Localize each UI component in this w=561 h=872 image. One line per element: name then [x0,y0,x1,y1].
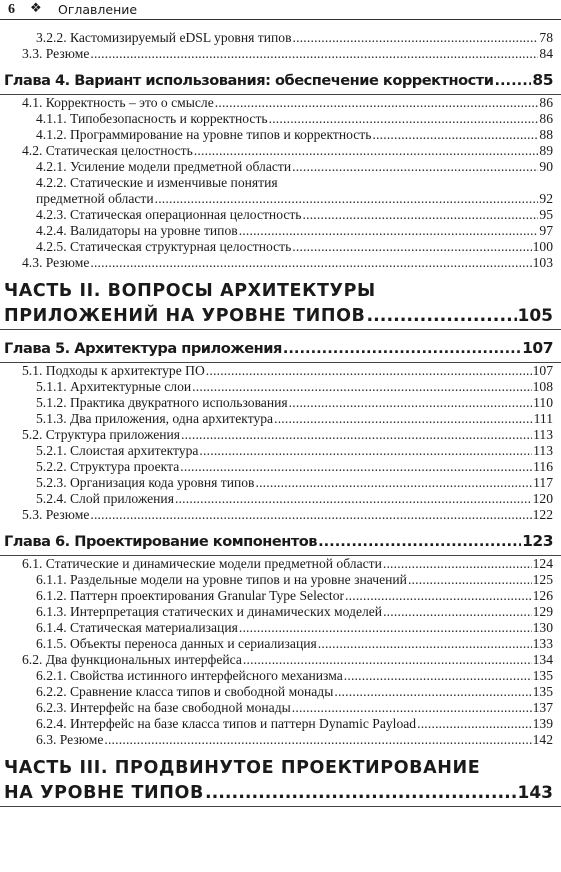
toc-entry[interactable] [0,668,561,684]
dot-leader [274,411,533,427]
toc-entry-label: 6.1.1. Раздельные модели на уровне типов и на уровне значений [36,572,407,587]
page-ref: 126 [532,588,553,603]
dot-leader [215,95,539,111]
dot-leader [292,159,538,175]
page-ref: 78 [539,30,553,45]
dot-leader [206,363,532,379]
page-ref: 86 [539,111,553,126]
toc-entry-label: 4.1. Корректность – это о смысле [22,95,214,110]
toc-entry-label: 6.2. Два функциональных интерфейса [22,652,242,667]
toc-part-line1-label: ЧАСТЬ III. ПРОДВИНУТОЕ ПРОЕКТИРОВАНИЕ [4,758,481,778]
page-ref: 92 [539,191,553,206]
page-ref: 134 [532,652,553,667]
ornament-icon: ❖ [30,1,42,16]
dot-leader [90,255,531,271]
page-ref: 117 [533,475,553,490]
dot-leader [104,732,531,748]
toc-entry[interactable] [0,239,561,255]
dot-leader [90,46,538,62]
toc-chapter[interactable] [0,334,561,362]
toc-entry-label: 5.2.3. Организация кода уровня типов [36,475,255,490]
toc-entry[interactable] [0,363,561,379]
dot-leader [408,572,532,588]
toc-entry[interactable] [0,732,561,748]
dot-leader [90,507,531,523]
toc-part[interactable] [0,781,561,806]
toc-entry-label: 6.1. Статические и динамические модели предметной области [22,556,382,571]
dot-leader [318,528,521,556]
toc-entry-label: 5.1.2. Практика двукратного использования [36,395,288,410]
toc-entry[interactable] [0,223,561,239]
dot-leader [417,716,532,732]
toc-entry-label: 5.1.3. Два приложения, одна архитектура [36,411,274,426]
toc-entry-label: 5.2.4. Слой приложения [36,491,174,506]
page-ref: 124 [532,556,553,571]
page-ref: 97 [539,223,553,238]
dot-leader [345,588,532,604]
page-ref: 113 [533,427,553,442]
page-ref: 123 [522,532,553,550]
toc-entry-label: 6.2.1. Свойства истинного интерфейсного механизма [36,668,343,683]
toc-chapter[interactable] [0,527,561,555]
page-ref: 120 [532,491,553,506]
toc-entry[interactable] [0,427,561,443]
part-rule [0,329,561,330]
page-ref: 129 [532,604,553,619]
toc-entry[interactable] [0,159,561,175]
toc-part-line1[interactable] [0,756,561,781]
toc-entry[interactable] [0,604,561,620]
toc-entry[interactable] [0,395,561,411]
toc-entry[interactable] [0,620,561,636]
dot-leader [205,781,517,806]
part-rule [0,806,561,807]
dot-leader [155,191,539,207]
toc-entry[interactable] [0,111,561,127]
dot-leader [255,475,532,491]
toc-entry-label: 5.2. Структура приложения [22,427,181,442]
toc-chapter-label: Глава 5. Архитектура приложения [4,340,282,357]
dot-leader [383,556,532,572]
toc-entry[interactable] [0,491,561,507]
toc-entry[interactable] [0,716,561,732]
page-ref: 111 [533,411,553,426]
toc-chapter[interactable] [0,66,561,94]
toc-entry-label: предметной области [36,191,154,206]
page-ref: 133 [532,636,553,651]
toc-part-line1-label: ЧАСТЬ II. ВОПРОСЫ АРХИТЕКТУРЫ [4,281,376,301]
dot-leader [293,30,539,46]
toc-entry-label: 4.1.1. Типобезопасность и корректность [36,111,268,126]
dot-leader [269,111,539,127]
dot-leader [239,620,532,636]
toc-entry-label: 6.1.5. Объекты переноса данных и сериализация [36,636,317,651]
toc-entry-label: 5.2.1. Слоистая архитектура [36,443,199,458]
running-title: Оглавление [58,2,138,17]
toc-entry-label: 5.2.2. Структура проекта [36,459,180,474]
toc-entry-label: 6.2.4. Интерфейс на базе класса типов и паттерн Dynamic Payload [36,716,417,731]
toc-chapter-label: Глава 4. Вариант использования: обеспечение корректности [4,72,494,89]
page-ref: 89 [539,143,553,158]
toc-entry-label: 6.1.3. Интерпретация статических и динамических моделей [36,604,383,619]
page-ref: 110 [533,395,553,410]
toc-entry[interactable] [0,379,561,395]
header-rule [0,19,561,20]
toc-entry-label: 6.1.4. Статическая материализация [36,620,238,635]
toc-entry-label: 4.3. Резюме [22,255,90,270]
dot-leader [239,223,539,239]
toc-entry-label: 4.1.2. Программирование на уровне типов и корректность [36,127,372,142]
toc-entry[interactable] [0,652,561,668]
page-ref: 105 [517,306,553,326]
toc-entry[interactable] [0,700,561,716]
toc-entry[interactable] [0,191,561,207]
dot-leader [367,304,517,329]
dot-leader [292,700,532,716]
toc-entry-label: 4.2.3. Статическая операционная целостность [36,207,302,222]
toc-entry-label: 4.2.5. Статическая структурная целостность [36,239,292,254]
page-ref: 143 [517,783,553,803]
page-ref: 125 [532,572,553,587]
dot-leader [243,652,532,668]
dot-leader [199,443,532,459]
toc-chapter-label: Глава 6. Проектирование компонентов [4,533,318,550]
dot-leader [175,491,532,507]
page-ref: 122 [532,507,553,522]
toc-entry[interactable] [0,95,561,111]
page-ref: 142 [532,732,553,747]
page-ref: 107 [532,363,553,378]
toc-entry[interactable] [0,255,561,271]
toc-entry-label: 5.3. Резюме [22,507,90,522]
dot-leader [192,379,531,395]
dot-leader [283,335,521,363]
toc-entry[interactable] [0,636,561,652]
toc-entry[interactable] [0,443,561,459]
toc-entry[interactable] [0,143,561,159]
toc-entry-label: 6.3. Резюме [36,732,104,747]
page-ref: 135 [532,684,553,699]
page-number: 6 [8,2,15,17]
table-of-contents [0,30,561,807]
toc-entry-label: 6.2.3. Интерфейс на базе свободной монады [36,700,291,715]
dot-leader [383,604,532,620]
toc-entry-label: 3.2.2. Кастомизируемый eDSL уровня типов [36,30,292,45]
page-ref: 130 [532,620,553,635]
page-ref: 100 [532,239,553,254]
page-ref: 116 [533,459,553,474]
page-ref: 108 [532,379,553,394]
dot-leader [372,127,538,143]
dot-leader [180,459,532,475]
dot-leader [344,668,532,684]
toc-entry[interactable] [0,46,561,62]
page-ref: 95 [539,207,553,222]
page-ref: 103 [532,255,553,270]
page-ref: 86 [539,95,553,110]
dot-leader [289,395,532,411]
toc-entry[interactable] [0,411,561,427]
toc-entry[interactable] [0,127,561,143]
toc-entry-label: 3.3. Резюме [22,46,90,61]
toc-entry-label: 5.1.1. Архитектурные слои [36,379,192,394]
toc-entry[interactable] [0,207,561,223]
toc-part-line1[interactable] [0,279,561,304]
dot-leader [334,684,531,700]
toc-entry-label: 4.2.1. Усиление модели предметной области [36,159,292,174]
dot-leader [194,143,539,159]
toc-part[interactable] [0,304,561,329]
toc-entry-label: 6.1.2. Паттерн проектирования Granular Type Selector [36,588,345,603]
toc-entry[interactable] [0,572,561,588]
toc-entry[interactable] [0,588,561,604]
toc-part-label: НА УРОВНЕ ТИПОВ [4,783,204,803]
page-ref: 135 [532,668,553,683]
dot-leader [292,239,531,255]
page-ref: 137 [532,700,553,715]
toc-entry[interactable] [0,507,561,523]
page-ref: 113 [533,443,553,458]
toc-entry-label: 4.2. Статическая целостность [22,143,193,158]
toc-entry[interactable] [0,459,561,475]
toc-part-label: ПРИЛОЖЕНИЙ НА УРОВНЕ ТИПОВ [4,306,366,326]
toc-entry[interactable] [0,475,561,491]
toc-entry-label: 6.2.2. Сравнение класса типов и свободной монады [36,684,334,699]
toc-entry[interactable] [0,684,561,700]
page-ref: 107 [522,339,553,357]
toc-entry[interactable] [0,30,561,46]
page-ref: 90 [539,159,553,174]
page-ref: 85 [532,71,553,89]
toc-entry-label: 4.2.4. Валидаторы на уровне типов [36,223,238,238]
toc-entry-first-line: 4.2.2. Статические и изменчивые понятия [36,175,278,190]
page-ref: 84 [539,46,553,61]
dot-leader [494,67,531,95]
toc-entry[interactable] [0,556,561,572]
page-ref: 88 [539,127,553,142]
page-ref: 139 [532,716,553,731]
page-header [0,0,561,20]
dot-leader [181,427,532,443]
dot-leader [318,636,532,652]
toc-entry-label: 5.1. Подходы к архитектуре ПО [22,363,205,378]
dot-leader [303,207,539,223]
